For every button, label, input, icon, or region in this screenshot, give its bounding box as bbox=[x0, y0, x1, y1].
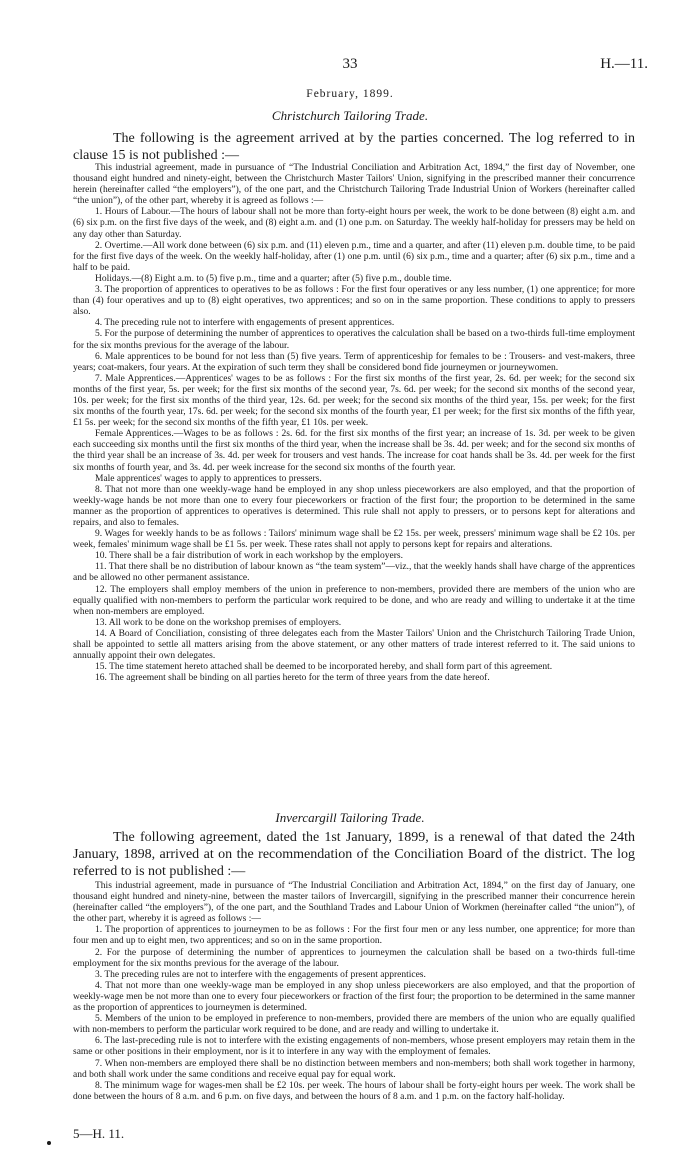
clause-present-apprentices: 4. The preceding rule not to interfere with engagements of present apprentices. bbox=[95, 318, 395, 329]
page-number: 33 bbox=[342, 56, 358, 72]
clause-hours-of-labour: 1. Hours of Labour.—The hours of labour shall not be more than forty-eight hours per week, the work to be done between (8) eight a.m. and (6) six p.m. on the first five days of the week, and (8) eight a.m. and (1) one p.m. on Saturday. The weekly half-holiday for pressers may be held on any day other than Saturday. bbox=[73, 207, 635, 240]
clause-present-apprentices: 3. The preceding rules are not to interfere with the engagements of present apprentices. bbox=[95, 969, 426, 980]
invercargill-section-title: Invercargill Tailoring Trade. bbox=[275, 810, 425, 825]
clause-male-apprentice-wages: 7. Male Apprentices.—Apprentices' wages to be as follows : For the first six months of the first year, 2s. 6d. per week; for the second six months of the first year, 5s. per week; for the first six months of the second year, 7s. 6d. per week; for the second six months of the second year, 10s. per week; for the first six months of the third year, 12s. 6d. per week; for the second six months of the third year, 15s. per week; for the first six months of the fourth year, 17s. 6d. per week; for the second six months of the fourth year, £1 per week; for the first six months of the fifth year, £1 5s. per week; for the second six months of the fifth year, £1 10s. per week. bbox=[73, 373, 635, 429]
section-date: February, 1899. bbox=[306, 88, 394, 100]
clause-apprenticeship-term: 6. Male apprentices to be bound for not less than (5) five years. Term of apprenticeship for females to be : Trousers- and vest-makers, three years; coat-makers, four years. At the expiration of such term they shall be considered bond fide journeymen or journeywomen. bbox=[73, 351, 635, 373]
clause-weekly-wages: 9. Wages for weekly hands to be as follows : Tailors' minimum wage shall be £2 15s. per week, pressers' minimum wage shall be £2 10s. per week, females' minimum wage shall be £1 5s. per week. These rates shall not apply to persons kept for repairs and alterations. bbox=[73, 529, 635, 551]
clause-minimum-wage-hours: 8. The minimum wage for wages-men shall be £2 10s. per week. The hours of labour shall be forty-eight hours per week. The work shall be done between the hours of 8 a.m. and 6 p.m. on five days, and between the hours of 8 a.m. and 1 p.m. on the factory half-holiday. bbox=[73, 1080, 635, 1102]
clause-no-distinction: 7. When non-members are employed there shall be no distinction between members and non-members; both shall work together in harmony, and both shall work under the same conditions and receive equal pay for equal work. bbox=[73, 1058, 635, 1080]
clause-holidays: Holidays.—(8) Eight a.m. to (5) five p.m., time and a quarter; after (5) five p.m., double time. bbox=[95, 273, 452, 284]
clause-union-preference: 5. Members of the union to be employed in preference to non-members, provided there are members of the union who are equally qualified with non-members to perform the particular work required to be done, and are ready and willing to undertake it. bbox=[73, 1014, 635, 1036]
clause-term: 16. The agreement shall be binding on all parties hereto for the term of three years from the date hereof. bbox=[95, 673, 490, 684]
clause-female-apprentice-wages: Female Apprentices.—Wages to be as follows : 2s. 6d. for the first six months of the first year; an increase of 1s. 3d. per week to be given each succeeding six months until the first six months of the third year, when the increase shall be 3s. 4d. per week; and for the second six months of the third year shall be an increase of 3s. 4d. per week for trousers and vest hands. The increase for coat hands shall be 3s. 4d. per week for the first six months of fourth year, and 3s. 4d. per week increase for the second six months of the fourth year. bbox=[73, 429, 635, 473]
christchurch-agreement bbox=[73, 163, 635, 684]
clause-calculation: 5. For the purpose of determining the number of apprentices to operatives the calculation shall be based on a two-thirds full-time employment for the six months previous for the average of the labour. bbox=[73, 329, 635, 351]
clause-board-of-conciliation: 14. A Board of Conciliation, consisting of three delegates each from the Master Tailors' Union and the Christchurch Tailoring Trade Union, shall be appointed to settle all matters arising from the above statement, or any other matters of trade interest referred to it. The said unions to annually appoint their own delegates. bbox=[73, 628, 635, 662]
clause-existing-engagements: 6. The last-preceding rule is not to interfere with the existing engagements of non-members, whose present employers may retain them in the same or other positions in their employment, nor is it to interfere in any way with the employment of females. bbox=[73, 1036, 635, 1058]
margin-mark bbox=[47, 1141, 51, 1145]
clause-team-system: 11. That there shall be no distribution of labour known as “the team system”—viz., that the weekly hands shall have charge of the apprentices and be allowed no other permanent assistance. bbox=[73, 562, 635, 584]
christchurch-section-title: Christchurch Tailoring Trade. bbox=[271, 108, 429, 123]
invercargill-agreement bbox=[73, 881, 635, 1103]
invercargill-intro: The following agreement, dated the 1st January, 1899, is a renewal of that dated the 24th January, 1898, arrived at on the recommendation of the Conciliation Board of the district. The log referred to is not published :— bbox=[73, 830, 635, 879]
agreement-preamble: This industrial agreement, made in pursuance of “The Industrial Conciliation and Arbitration Act, 1894,” on the first day of January, one thousand eight hundred and ninety-nine, between the master tailors of Invercargill, signifying in the prescribed manner their concurrence herein (hereinafter called “the employers”), of the one part, and the Southland Trades and Labour Union of Workmen (hereinafter called “the union”), of the other part, whereby it is agreed as follows :— bbox=[73, 881, 635, 925]
clause-pressers-wages: Male apprentices' wages to apply to apprentices to pressers. bbox=[95, 473, 322, 484]
signature-mark: 5—H. 11. bbox=[73, 1126, 125, 1141]
clause-apprentice-proportion: 1. The proportion of apprentices to journeymen to be as follows : For the first four men or any less number, one apprentice; for more than four men and up to eight men, two apprentices; and so on in the same proportion. bbox=[73, 925, 635, 947]
clause-fair-distribution: 10. There shall be a fair distribution of work in each workshop by the employers. bbox=[95, 551, 403, 562]
clause-weekly-wage-men: 4. That not more than one weekly-wage man be employed in any shop unless pieceworkers are also employed, and that the proportion of weekly-wage men be not more than one to every four pieceworkers or fraction of the first four; the proportion to be determined in the same manner as the proportion of apprentices to journeymen is determined. bbox=[73, 980, 635, 1014]
clause-union-preference: 12. The employers shall employ members of the union in preference to non-members, provided there are members of the union who are equally qualified with non-members to perform the particular work required to be done, and who are ready and willing to undertake it at the time when non-members are employed. bbox=[73, 584, 635, 617]
clause-workshop-premises: 13. All work to be done on the workshop premises of employers. bbox=[95, 617, 342, 628]
clause-time-statement: 15. The time statement hereto attached shall be deemed to be incorporated hereby, and shall form part of this agreement. bbox=[95, 662, 553, 673]
clause-overtime: 2. Overtime.—All work done between (6) six p.m. and (11) eleven p.m., time and a quarter, and after (11) eleven p.m. double time, to be paid for the first five days of the week. On the weekly half-holiday, after (1) one p.m. until (6) six p.m., time and a quarter; after (6) six p.m., time and a half to be paid. bbox=[73, 240, 635, 273]
clause-apprentice-proportion: 3. The proportion of apprentices to operatives to be as follows : For the first four operatives or any less number, (1) one apprentice; for more than (4) four operatives and up to (8) eight operatives, two apprentices; and so on in the same proportion. These conditions to apply to pressers also. bbox=[73, 285, 635, 318]
christchurch-intro: The following is the agreement arrived at by the parties concerned. The log referred to in clause 15 is not published :— bbox=[73, 131, 635, 163]
agreement-preamble: This industrial agreement, made in pursuance of “The Industrial Conciliation and Arbitration Act, 1894,” the first day of November, one thousand eight hundred and ninety-eight, between the Christchurch Master Tailors' Union, signifying in the prescribed manner their concurrence herein (hereinafter called “the employers”), of the one part, and the Christchurch Tailoring Trade Industrial Union of Workers (hereinafter called “the union”), of the other part, whereby it is agreed as follows :— bbox=[73, 163, 635, 207]
clause-weekly-wage-hands: 8. That not more than one weekly-wage hand be employed in any shop unless pieceworkers are also employed, and that the proportion of weekly-wage hands be not more than one to every four pieceworkers or fraction of the first four; the proportion to be determined in the same manner as the proportion of apprentices to operatives is determined. This rule shall not apply to pressers, or to persons kept for alterations and repairs, and also to females. bbox=[73, 484, 635, 528]
clause-calculation: 2. For the purpose of determining the number of apprentices to journeymen the calculation shall be based on a two-thirds full-time employment for the six months previous for the average of the labour. bbox=[73, 947, 635, 969]
document-reference: H.—11. bbox=[600, 56, 648, 72]
